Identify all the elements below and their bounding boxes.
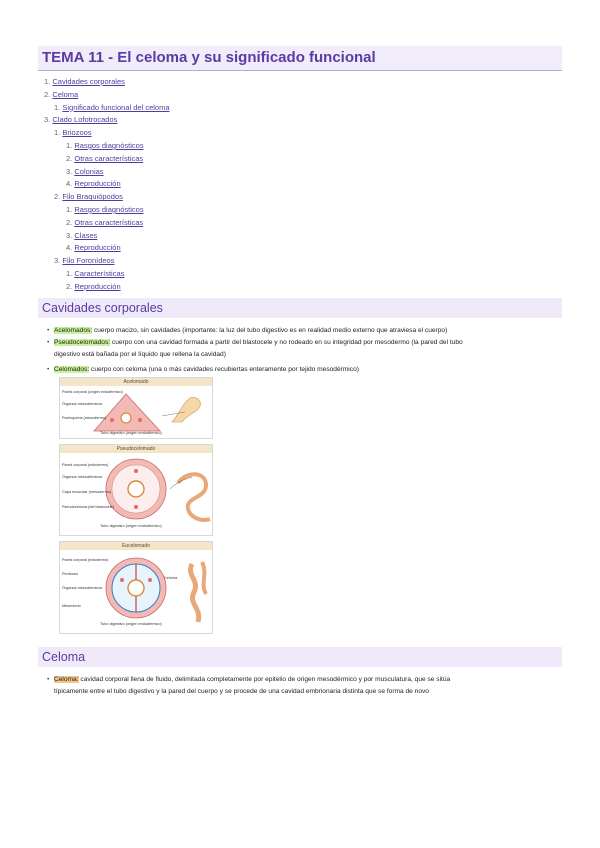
toc-link[interactable]: Rasgos diagnósticos: [74, 204, 144, 214]
toc-link[interactable]: Filo Braquiópodos: [62, 192, 123, 202]
toc-item: [44, 281, 170, 294]
fig-label: Mesenterio: [62, 604, 81, 608]
toc-item: [44, 242, 170, 255]
toc-number: 1.: [54, 102, 61, 112]
term-highlight: Celomados:: [54, 366, 90, 373]
fig-label: Órganos mesodérmicos: [62, 402, 103, 406]
toc-item: [44, 178, 170, 191]
section-heading: Celoma: [42, 650, 86, 664]
toc-number: 2.: [66, 217, 73, 227]
list-item-acelomados: [54, 325, 447, 337]
fig-label: Tubo digestivo (origen endodérmico): [100, 524, 162, 528]
section-heading: Cavidades corporales: [42, 301, 163, 315]
fig-label: Tubo digestivo (origen endodérmico): [100, 622, 162, 626]
toc-item: [44, 140, 170, 153]
item-text-line2: digestivo está bañada por el líquido que rellena la cavidad): [54, 350, 226, 358]
toc-link[interactable]: Filo Foronídeos: [62, 256, 115, 266]
fig-label: Capa muscular (mesodermo): [62, 490, 112, 494]
fig-label: Tubo digestivo (origen endodérmico): [100, 431, 162, 435]
toc-item: [44, 102, 170, 115]
figure-caption: Eucelomado: [60, 542, 212, 550]
item-text: cuerpo con celoma (una o más cavidades recubiertas enteramente por tejido mesodérmico): [89, 366, 359, 373]
toc-item: [44, 114, 170, 127]
fig-label: Peritoneo: [62, 572, 79, 576]
toc-number: 2.: [44, 89, 51, 99]
term-highlight: Acelomados:: [54, 327, 93, 334]
toc-link[interactable]: Otras características: [74, 217, 144, 227]
toc-number: 3.: [44, 115, 51, 125]
figure-caption: Pseudocelomado: [60, 445, 212, 453]
figure-eucelomado: [59, 541, 213, 634]
toc-number: 2.: [66, 281, 73, 291]
toc-number: 1.: [54, 128, 61, 138]
fig-label: Pared corporal (ectodermo): [62, 463, 109, 467]
toc-item: [44, 268, 170, 281]
toc-link[interactable]: Rasgos diagnósticos: [74, 140, 144, 150]
toc-item: [44, 255, 170, 268]
toc-item: [44, 76, 170, 89]
toc-link[interactable]: Reproducción: [74, 179, 121, 189]
fig-label: Pseudoceloma (del blastocele): [62, 505, 114, 509]
title-bar: [38, 46, 562, 71]
fig-label: Pared corporal (origen ectodérmico): [62, 390, 123, 394]
toc-link[interactable]: Significado funcional del celoma: [62, 102, 170, 112]
toc-link[interactable]: Reproducción: [74, 281, 121, 291]
toc-number: 3.: [54, 256, 61, 266]
toc-number: 1.: [66, 204, 73, 214]
section-header-cavidades: [38, 298, 562, 318]
figure-pseudocelomado: [59, 444, 213, 536]
toc-link[interactable]: Celoma: [52, 89, 79, 99]
figure-caption: Acelomado: [60, 378, 212, 386]
item-text: cuerpo con una cavidad formada a partir del blastocele y no rodeado en su integridad por mesodermo (la pared del tubo: [110, 339, 463, 346]
toc-number: 4.: [66, 179, 73, 189]
toc-link[interactable]: Briozoos: [62, 128, 92, 138]
toc-item: [44, 166, 170, 179]
toc-link[interactable]: Otras características: [74, 153, 144, 163]
toc-number: 3.: [66, 230, 73, 240]
toc-link[interactable]: Reproducción: [74, 243, 121, 253]
term-highlight: Celoma:: [54, 676, 79, 683]
item-text: cuerpo macizo, sin cavidades (importante: la luz del tubo digestivo es en realidad medio externo que atraviesa el cuerpo): [92, 327, 448, 334]
term-highlight: Pseudocelomados:: [54, 339, 111, 346]
figure-acelomado: [59, 377, 213, 439]
toc-number: 1.: [66, 140, 73, 150]
toc-number: 1.: [44, 77, 51, 86]
toc-link[interactable]: Colonias: [74, 166, 104, 176]
toc-number: 3.: [66, 166, 73, 176]
toc-number: 2.: [66, 153, 73, 163]
item-text: cavidad corporal llena de fluido, delimitada completamente por epitelio de origen mesodérmico y por musculatura, que se sitúa: [78, 676, 451, 683]
toc-item: [44, 230, 170, 243]
list-item-celoma: [54, 674, 450, 697]
fig-label: Órganos mesodérmicos: [62, 475, 103, 479]
fig-label: Órganos mesodérmicos: [62, 586, 103, 590]
page-title: TEMA 11 - El celoma y su significado funcional: [42, 49, 376, 66]
toc-number: 1.: [66, 268, 73, 278]
fig-label: Parénquima (mesodermo): [62, 416, 107, 420]
toc-item: [44, 127, 170, 140]
fig-label: Celoma: [164, 576, 178, 580]
list-item-celomados: [54, 364, 359, 376]
toc-number: 4.: [66, 243, 73, 253]
toc-item: [44, 191, 170, 204]
toc-number: 2.: [54, 192, 61, 202]
table-of-contents: [44, 76, 170, 294]
toc-link[interactable]: Clado Lofotrocados: [52, 115, 118, 125]
toc-item: [44, 153, 170, 166]
toc-item: [44, 204, 170, 217]
section-header-celoma: [38, 647, 562, 667]
toc-link[interactable]: Características: [74, 268, 125, 278]
toc-item: [44, 89, 170, 102]
list-item-pseudocelomados: [54, 337, 463, 360]
toc-link[interactable]: Clases: [74, 230, 98, 240]
toc-item: [44, 217, 170, 230]
fig-label: Pared corporal (ectodermo): [62, 558, 109, 562]
item-text-line2: típicamente entre el tubo digestivo y la pared del cuerpo y se procede de una cavidad embrionaria distinta que se forma de novo: [54, 687, 429, 695]
toc-link[interactable]: Cavidades corporales: [52, 77, 125, 86]
